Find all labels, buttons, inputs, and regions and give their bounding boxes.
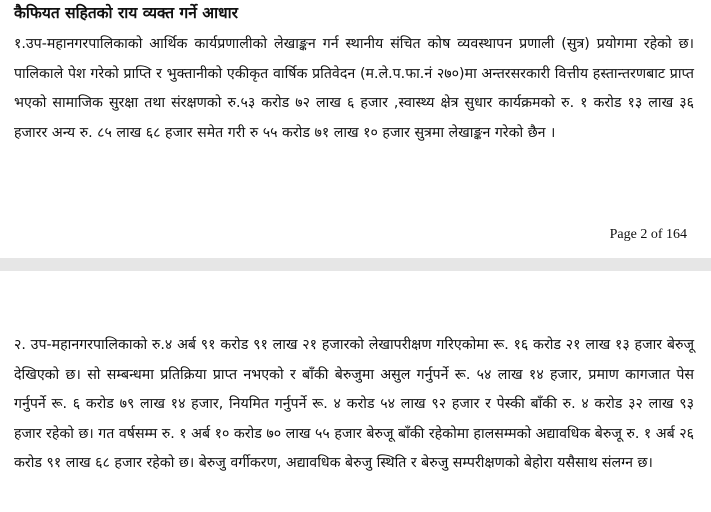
paragraph-2: २. उप-महानगरपालिकाको रु.४ अर्ब ९१ करोड ९१ लाख २१ हजारको लेखापरीक्षण गरिएकोमा रू. १६ करोड २१ लाख १३ हजार बेरुजू देखिएको छ। सो सम्बन्धमा प्रतिक्रिया प्राप्त नभएको र बाँकी बेरुजुमा असुल गर्नुपर्ने रू. ५४ लाख १४ हजार, प्रमाण कागजात पेस गर्नुपर्ने रू. ६ करोड ७९ लाख १४ हजार, नियमित गर्नुपर्ने रू. ४ करोड ५४ लाख ९२ हजार र पेस्की बाँकी रु. ४ करोड ३२ लाख ९३ हजार रहेको छ। गत वर्षसम्म रु. १ अर्ब १० करोड ७० लाख ५५ हजार बेरुजू बाँकी रहेकोमा हालसम्मको अद्यावधिक बेरुजू रु. १ अर्ब २६ करोड ९१ लाख ६८ हजार रहेको छ। बेरुजु वर्गीकरण, अद्यावधिक बेरुजु स्थिति र बेरुजु सम्परीक्षणको बेहोरा यसैसाथ संलग्न छ। — [14, 337, 695, 471]
paragraph-1: १.उप-महानगरपालिकाको आर्थिक कार्यप्रणालीको लेखाङ्कन गर्न स्थानीय संचित कोष व्यवस्थापन प्रणाली (सुत्र) प्रयोगमा रहेको छ। पालिकाले पेश गरेको प्राप्ति र भुक्तानीको एकीकृत वार्षिक प्रतिवेदन (म.ले.प.फा.नं २७०)मा अन्तरसरकारी वित्तीय हस्तान्तरणबाट प्राप्त भएको सामाजिक सुरक्षा तथा संरक्षणको रु.५३ करोड ७२ लाख ६ हजार ,स्वास्थ्य क्षेत्र सुधार कार्यक्रमको रु. १ करोड १३ लाख ३६ हजारर अन्य रु. ८५ लाख ६८ हजार समेत गरी रु ५५ करोड ७१ लाख १० हजार सुत्रमा लेखाङ्कन गरेको छैन । — [14, 36, 694, 141]
page-separator — [0, 258, 711, 271]
section-heading: कैफियत सहितको राय व्यक्त गर्ने आधार — [14, 4, 238, 22]
page-3 — [0, 271, 711, 512]
page-number: Page 2 of 164 — [609, 227, 687, 242]
